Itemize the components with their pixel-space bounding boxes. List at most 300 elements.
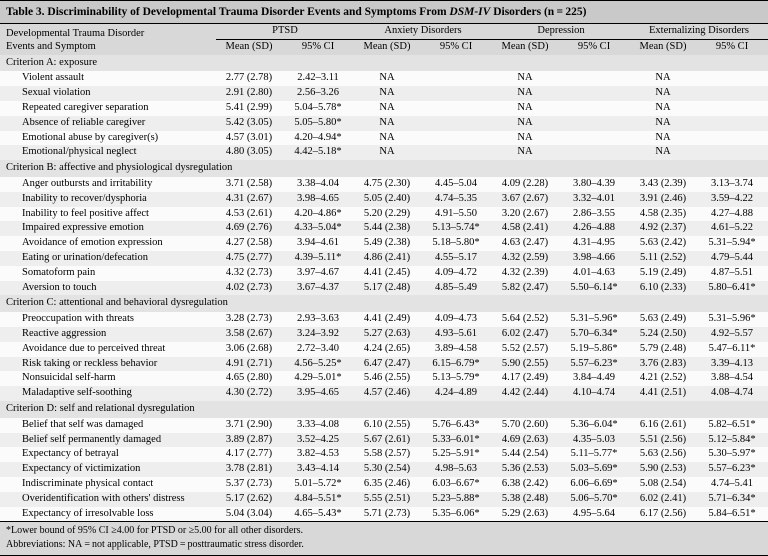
row-label: Nonsuicidal self-harm <box>0 371 216 386</box>
cell-value: 3.88–4.54 <box>696 371 768 386</box>
cell-value: 3.24–3.92 <box>282 327 354 342</box>
cell-value: 5.90 (2.55) <box>492 357 558 372</box>
cell-value: 5.63 (2.56) <box>630 447 696 462</box>
subheader-ci-externalizing: 95% CI <box>696 39 768 54</box>
cell-value: 6.03–6.67* <box>420 477 492 492</box>
cell-value: 5.76–6.43* <box>420 418 492 433</box>
cell-value <box>420 101 492 116</box>
footnote-row-1 <box>0 522 768 539</box>
cell-value: 5.63 (2.49) <box>630 312 696 327</box>
cell-value: NA <box>354 86 420 101</box>
cell-value: 3.91 (2.46) <box>630 192 696 207</box>
cell-value: 4.53 (2.61) <box>216 207 282 222</box>
cell-value: 6.35 (2.46) <box>354 477 420 492</box>
cell-value: 3.89–4.58 <box>420 342 492 357</box>
table-row <box>0 131 768 146</box>
cell-value: 3.71 (2.58) <box>216 177 282 192</box>
cell-value <box>696 116 768 131</box>
cell-value: 4.17 (2.49) <box>492 371 558 386</box>
cell-value: 3.71 (2.90) <box>216 418 282 433</box>
cell-value: 3.80–4.39 <box>558 177 630 192</box>
cell-value: 4.56–5.25* <box>282 357 354 372</box>
row-label: Emotional abuse by caregiver(s) <box>0 131 216 146</box>
cell-value: 4.85–5.49 <box>420 281 492 296</box>
cell-value: 4.98–5.63 <box>420 462 492 477</box>
cell-value: 4.58 (2.35) <box>630 207 696 222</box>
cell-value: 4.27–4.88 <box>696 207 768 222</box>
cell-value: 5.84–6.51* <box>696 507 768 522</box>
cell-value: 4.69 (2.76) <box>216 221 282 236</box>
cell-value: 4.32 (2.39) <box>492 266 558 281</box>
cell-value: 5.52 (2.57) <box>492 342 558 357</box>
cell-value: 5.55 (2.51) <box>354 492 420 507</box>
cell-value: 5.82–6.51* <box>696 418 768 433</box>
title-suffix: Disorders (n = 225) <box>490 6 587 18</box>
row-label: Expectancy of betrayal <box>0 447 216 462</box>
table-row <box>0 221 768 236</box>
cell-value: 4.01–4.63 <box>558 266 630 281</box>
cell-value: 3.78 (2.81) <box>216 462 282 477</box>
cell-value: 5.47–6.11* <box>696 342 768 357</box>
cell-value: 5.20 (2.29) <box>354 207 420 222</box>
cell-value: 6.02 (2.41) <box>630 492 696 507</box>
table-footer <box>0 522 768 555</box>
cell-value: NA <box>630 131 696 146</box>
row-label: Eating or urination/defecation <box>0 251 216 266</box>
cell-value: 3.20 (2.67) <box>492 207 558 222</box>
cell-value: 5.19–5.86* <box>558 342 630 357</box>
cell-value: 5.30–5.97* <box>696 447 768 462</box>
cell-value: 5.13–5.74* <box>420 221 492 236</box>
cell-value: NA <box>492 71 558 86</box>
table-row <box>0 492 768 507</box>
cell-value: 5.31–5.96* <box>558 312 630 327</box>
cell-value: 4.33–5.04* <box>282 221 354 236</box>
cell-value: NA <box>630 101 696 116</box>
section-header-row <box>0 55 768 72</box>
cell-value: 5.27 (2.63) <box>354 327 420 342</box>
row-label: Somatoform pain <box>0 266 216 281</box>
table-row <box>0 71 768 86</box>
row-label: Indiscriminate physical contact <box>0 477 216 492</box>
cell-value: 5.17 (2.48) <box>354 281 420 296</box>
section-header-row <box>0 401 768 418</box>
cell-value: 3.98–4.65 <box>282 192 354 207</box>
cell-value <box>420 86 492 101</box>
cell-value: 4.45–5.04 <box>420 177 492 192</box>
table-row <box>0 433 768 448</box>
footnote-2: Abbreviations: NA = not applicable, PTSD = posttraumatic stress disorder. <box>0 539 768 556</box>
cell-value: 4.32 (2.59) <box>492 251 558 266</box>
cell-value <box>420 131 492 146</box>
table-header <box>0 1 768 55</box>
subheader-ci-anxiety: 95% CI <box>420 39 492 54</box>
cell-value: 5.17 (2.62) <box>216 492 282 507</box>
cell-value: 3.76 (2.83) <box>630 357 696 372</box>
cell-value: 4.57 (2.46) <box>354 386 420 401</box>
table-row <box>0 192 768 207</box>
table-row <box>0 386 768 401</box>
cell-value: 5.18–5.80* <box>420 236 492 251</box>
cell-value: NA <box>492 131 558 146</box>
cell-value: 4.27 (2.58) <box>216 236 282 251</box>
cell-value: 2.77 (2.78) <box>216 71 282 86</box>
table-row <box>0 507 768 522</box>
cell-value: 4.29–5.01* <box>282 371 354 386</box>
cell-value <box>696 131 768 146</box>
cell-value: 4.21 (2.52) <box>630 371 696 386</box>
section-label: Criterion A: exposure <box>0 55 768 72</box>
cell-value: 3.58 (2.67) <box>216 327 282 342</box>
footnote-1: *Lower bound of 95% CI ≥4.00 for PTSD or ≥5.00 for all other disorders. <box>0 522 768 539</box>
cell-value: 5.19 (2.49) <box>630 266 696 281</box>
cell-value: 4.09 (2.28) <box>492 177 558 192</box>
cell-value: 5.05–5.80* <box>282 116 354 131</box>
cell-value: 2.86–3.55 <box>558 207 630 222</box>
section-header-row <box>0 160 768 177</box>
cell-value: 5.58 (2.57) <box>354 447 420 462</box>
cell-value: 5.51 (2.56) <box>630 433 696 448</box>
row-label: Anger outbursts and irritability <box>0 177 216 192</box>
cell-value: 4.41 (2.45) <box>354 266 420 281</box>
stub-header-line1: Developmental Trauma Disorder <box>6 28 145 40</box>
cell-value: 5.38 (2.48) <box>492 492 558 507</box>
cell-value: 5.04 (3.04) <box>216 507 282 522</box>
cell-value: 3.97–4.67 <box>282 266 354 281</box>
row-label: Avoidance of emotion expression <box>0 236 216 251</box>
cell-value: 3.89 (2.87) <box>216 433 282 448</box>
table-row <box>0 281 768 296</box>
cell-value: 5.49 (2.38) <box>354 236 420 251</box>
cell-value: 6.17 (2.56) <box>630 507 696 522</box>
table-row <box>0 327 768 342</box>
table-row <box>0 447 768 462</box>
group-header-row <box>0 24 768 40</box>
cell-value: 5.29 (2.63) <box>492 507 558 522</box>
cell-value: NA <box>354 116 420 131</box>
table-row <box>0 86 768 101</box>
cell-value: 4.65–5.43* <box>282 507 354 522</box>
cell-value: 5.13–5.79* <box>420 371 492 386</box>
row-label: Belief self permanently damaged <box>0 433 216 448</box>
cell-value: 4.86 (2.41) <box>354 251 420 266</box>
row-label: Overidentification with others' distress <box>0 492 216 507</box>
cell-value: 3.43–4.14 <box>282 462 354 477</box>
cell-value: 6.47 (2.47) <box>354 357 420 372</box>
cell-value: 3.95–4.65 <box>282 386 354 401</box>
table-row <box>0 462 768 477</box>
cell-value: 4.93–5.61 <box>420 327 492 342</box>
cell-value: 5.11–5.77* <box>558 447 630 462</box>
cell-value: 2.56–3.26 <box>282 86 354 101</box>
row-label: Belief that self was damaged <box>0 418 216 433</box>
cell-value: 4.26–4.88 <box>558 221 630 236</box>
cell-value: 5.35–6.06* <box>420 507 492 522</box>
cell-value: 5.82 (2.47) <box>492 281 558 296</box>
table-title <box>0 1 768 24</box>
cell-value: 5.23–5.88* <box>420 492 492 507</box>
row-label: Expectancy of victimization <box>0 462 216 477</box>
cell-value: 5.30 (2.54) <box>354 462 420 477</box>
cell-value: 4.32 (2.73) <box>216 266 282 281</box>
cell-value: 6.38 (2.42) <box>492 477 558 492</box>
cell-value: 4.61–5.22 <box>696 221 768 236</box>
cell-value: 4.10–4.74 <box>558 386 630 401</box>
row-label: Emotional/physical neglect <box>0 145 216 160</box>
cell-value: NA <box>630 116 696 131</box>
cell-value: 5.71–6.34* <box>696 492 768 507</box>
table-row <box>0 251 768 266</box>
cell-value: 5.37 (2.73) <box>216 477 282 492</box>
cell-value: 4.09–4.73 <box>420 312 492 327</box>
cell-value: 5.50–6.14* <box>558 281 630 296</box>
cell-value <box>558 101 630 116</box>
cell-value: 5.42 (3.05) <box>216 116 282 131</box>
cell-value <box>420 71 492 86</box>
cell-value <box>558 116 630 131</box>
cell-value: 4.31–4.95 <box>558 236 630 251</box>
section-label: Criterion C: attentional and behavioral dysregulation <box>0 295 768 312</box>
row-label: Preoccupation with threats <box>0 312 216 327</box>
cell-value: 5.63 (2.42) <box>630 236 696 251</box>
row-label: Impaired expressive emotion <box>0 221 216 236</box>
row-label: Aversion to touch <box>0 281 216 296</box>
cell-value: 5.71 (2.73) <box>354 507 420 522</box>
cell-value: 5.90 (2.53) <box>630 462 696 477</box>
cell-value: 6.02 (2.47) <box>492 327 558 342</box>
table-body <box>0 55 768 522</box>
subheader-ci-ptsd: 95% CI <box>282 39 354 54</box>
cell-value: 4.84–5.51* <box>282 492 354 507</box>
cell-value: 4.58 (2.41) <box>492 221 558 236</box>
cell-value: 3.13–3.74 <box>696 177 768 192</box>
cell-value: 2.72–3.40 <box>282 342 354 357</box>
cell-value: 4.42 (2.44) <box>492 386 558 401</box>
cell-value: 4.35–5.03 <box>558 433 630 448</box>
table-row <box>0 312 768 327</box>
title-prefix: Table 3. Discriminability of Developmental Trauma Disorder Events and Symptoms From <box>6 6 450 18</box>
table-row <box>0 342 768 357</box>
cell-value: NA <box>492 86 558 101</box>
cell-value: 4.31 (2.67) <box>216 192 282 207</box>
row-label: Risk taking or reckless behavior <box>0 357 216 372</box>
cell-value: 4.41 (2.51) <box>630 386 696 401</box>
cell-value: 3.94–4.61 <box>282 236 354 251</box>
cell-value: 5.41 (2.99) <box>216 101 282 116</box>
cell-value: 3.39–4.13 <box>696 357 768 372</box>
cell-value: 3.82–4.53 <box>282 447 354 462</box>
cell-value: 6.15–6.79* <box>420 357 492 372</box>
group-header-ptsd: PTSD <box>216 24 354 40</box>
row-label: Inability to feel positive affect <box>0 207 216 222</box>
cell-value: 5.06–5.70* <box>558 492 630 507</box>
cell-value: 2.91 (2.80) <box>216 86 282 101</box>
cell-value: 3.32–4.01 <box>558 192 630 207</box>
cell-value: 4.24–4.89 <box>420 386 492 401</box>
cell-value: 4.65 (2.80) <box>216 371 282 386</box>
cell-value: 5.67 (2.61) <box>354 433 420 448</box>
cell-value: NA <box>492 145 558 160</box>
cell-value: 5.08 (2.54) <box>630 477 696 492</box>
cell-value <box>558 71 630 86</box>
cell-value: 4.91–5.50 <box>420 207 492 222</box>
cell-value: 2.42–3.11 <box>282 71 354 86</box>
cell-value: 5.44 (2.54) <box>492 447 558 462</box>
table-row <box>0 357 768 372</box>
cell-value: 4.79–5.44 <box>696 251 768 266</box>
cell-value <box>558 86 630 101</box>
cell-value <box>558 145 630 160</box>
row-label: Maladaptive self-soothing <box>0 386 216 401</box>
cell-value: 3.52–4.25 <box>282 433 354 448</box>
cell-value: 5.57–6.23* <box>558 357 630 372</box>
cell-value: 4.30 (2.72) <box>216 386 282 401</box>
subheader-ci-depression: 95% CI <box>558 39 630 54</box>
cell-value: 6.16 (2.61) <box>630 418 696 433</box>
cell-value: 5.57–6.23* <box>696 462 768 477</box>
subheader-mean-ptsd: Mean (SD) <box>216 39 282 54</box>
cell-value: 6.10 (2.33) <box>630 281 696 296</box>
table-title-row <box>0 1 768 24</box>
cell-value: NA <box>630 86 696 101</box>
group-header-anxiety: Anxiety Disorders <box>354 24 492 40</box>
cell-value: 6.06–6.69* <box>558 477 630 492</box>
cell-value <box>558 131 630 146</box>
cell-value: 3.84–4.49 <box>558 371 630 386</box>
table-row <box>0 236 768 251</box>
cell-value: 5.05 (2.40) <box>354 192 420 207</box>
cell-value: 3.67 (2.67) <box>492 192 558 207</box>
row-label: Reactive aggression <box>0 327 216 342</box>
cell-value <box>420 145 492 160</box>
cell-value: 4.55–5.17 <box>420 251 492 266</box>
cell-value: 4.20–4.94* <box>282 131 354 146</box>
table-row <box>0 145 768 160</box>
cell-value: 3.33–4.08 <box>282 418 354 433</box>
cell-value <box>420 116 492 131</box>
cell-value: 5.03–5.69* <box>558 462 630 477</box>
cell-value: NA <box>354 101 420 116</box>
cell-value: 5.44 (2.38) <box>354 221 420 236</box>
cell-value: 5.46 (2.55) <box>354 371 420 386</box>
row-label: Expectancy of irresolvable loss <box>0 507 216 522</box>
table-row <box>0 207 768 222</box>
cell-value <box>696 86 768 101</box>
row-label: Violent assault <box>0 71 216 86</box>
cell-value: NA <box>492 101 558 116</box>
cell-value: 4.41 (2.49) <box>354 312 420 327</box>
table-row <box>0 371 768 386</box>
cell-value: 4.57 (3.01) <box>216 131 282 146</box>
cell-value: NA <box>354 131 420 146</box>
cell-value: NA <box>492 116 558 131</box>
cell-value: 4.20–4.86* <box>282 207 354 222</box>
row-label: Repeated caregiver separation <box>0 101 216 116</box>
cell-value: 5.12–5.84* <box>696 433 768 448</box>
cell-value: 4.91 (2.71) <box>216 357 282 372</box>
cell-value: 5.25–5.91* <box>420 447 492 462</box>
cell-value: 5.01–5.72* <box>282 477 354 492</box>
group-header-depression: Depression <box>492 24 630 40</box>
cell-value: 3.06 (2.68) <box>216 342 282 357</box>
cell-value: 4.42–5.18* <box>282 145 354 160</box>
cell-value: 4.09–4.72 <box>420 266 492 281</box>
cell-value: 4.24 (2.65) <box>354 342 420 357</box>
cell-value <box>696 145 768 160</box>
cell-value: 3.43 (2.39) <box>630 177 696 192</box>
cell-value: 4.87–5.51 <box>696 266 768 281</box>
cell-value: NA <box>630 145 696 160</box>
group-header-externalizing: Externalizing Disorders <box>630 24 768 40</box>
subheader-mean-externalizing: Mean (SD) <box>630 39 696 54</box>
cell-value: 5.11 (2.52) <box>630 251 696 266</box>
stub-header-line2: Events and Symptom <box>6 40 96 52</box>
row-label: Absence of reliable caregiver <box>0 116 216 131</box>
cell-value <box>696 71 768 86</box>
row-label: Sexual violation <box>0 86 216 101</box>
table-row <box>0 477 768 492</box>
cell-value: 5.33–6.01* <box>420 433 492 448</box>
cell-value: 4.75 (2.77) <box>216 251 282 266</box>
cell-value: 4.02 (2.73) <box>216 281 282 296</box>
cell-value: NA <box>354 145 420 160</box>
cell-value: 4.74–5.35 <box>420 192 492 207</box>
row-label: Inability to recover/dysphoria <box>0 192 216 207</box>
cell-value: 5.70–6.34* <box>558 327 630 342</box>
cell-value: 3.38–4.04 <box>282 177 354 192</box>
cell-value: 4.08–4.74 <box>696 386 768 401</box>
subheader-mean-depression: Mean (SD) <box>492 39 558 54</box>
cell-value: 4.75 (2.30) <box>354 177 420 192</box>
cell-value: 5.31–5.96* <box>696 312 768 327</box>
cell-value: 4.74–5.41 <box>696 477 768 492</box>
cell-value: 4.92 (2.37) <box>630 221 696 236</box>
cell-value: 5.79 (2.48) <box>630 342 696 357</box>
section-header-row <box>0 295 768 312</box>
table-row <box>0 101 768 116</box>
cell-value: 4.63 (2.47) <box>492 236 558 251</box>
cell-value <box>696 101 768 116</box>
cell-value: 3.98–4.66 <box>558 251 630 266</box>
cell-value: 3.59–4.22 <box>696 192 768 207</box>
cell-value: NA <box>354 71 420 86</box>
cell-value: 5.64 (2.52) <box>492 312 558 327</box>
table-row <box>0 116 768 131</box>
stub-header <box>0 24 216 55</box>
cell-value: 5.80–6.41* <box>696 281 768 296</box>
cell-value: 4.39–5.11* <box>282 251 354 266</box>
cell-value: 5.36 (2.53) <box>492 462 558 477</box>
cell-value: NA <box>630 71 696 86</box>
cell-value: 4.69 (2.63) <box>492 433 558 448</box>
row-label: Avoidance due to perceived threat <box>0 342 216 357</box>
cell-value: 4.17 (2.77) <box>216 447 282 462</box>
section-label: Criterion D: self and relational dysregulation <box>0 401 768 418</box>
table-row <box>0 266 768 281</box>
cell-value: 5.04–5.78* <box>282 101 354 116</box>
cell-value: 4.95–5.64 <box>558 507 630 522</box>
table-row <box>0 418 768 433</box>
cell-value: 3.67–4.37 <box>282 281 354 296</box>
title-italic: DSM-IV <box>449 6 491 18</box>
section-label: Criterion B: affective and physiological dysregulation <box>0 160 768 177</box>
cell-value: 4.92–5.57 <box>696 327 768 342</box>
subheader-mean-anxiety: Mean (SD) <box>354 39 420 54</box>
cell-value: 5.31–5.94* <box>696 236 768 251</box>
table-row <box>0 177 768 192</box>
cell-value: 6.10 (2.55) <box>354 418 420 433</box>
cell-value: 5.24 (2.50) <box>630 327 696 342</box>
